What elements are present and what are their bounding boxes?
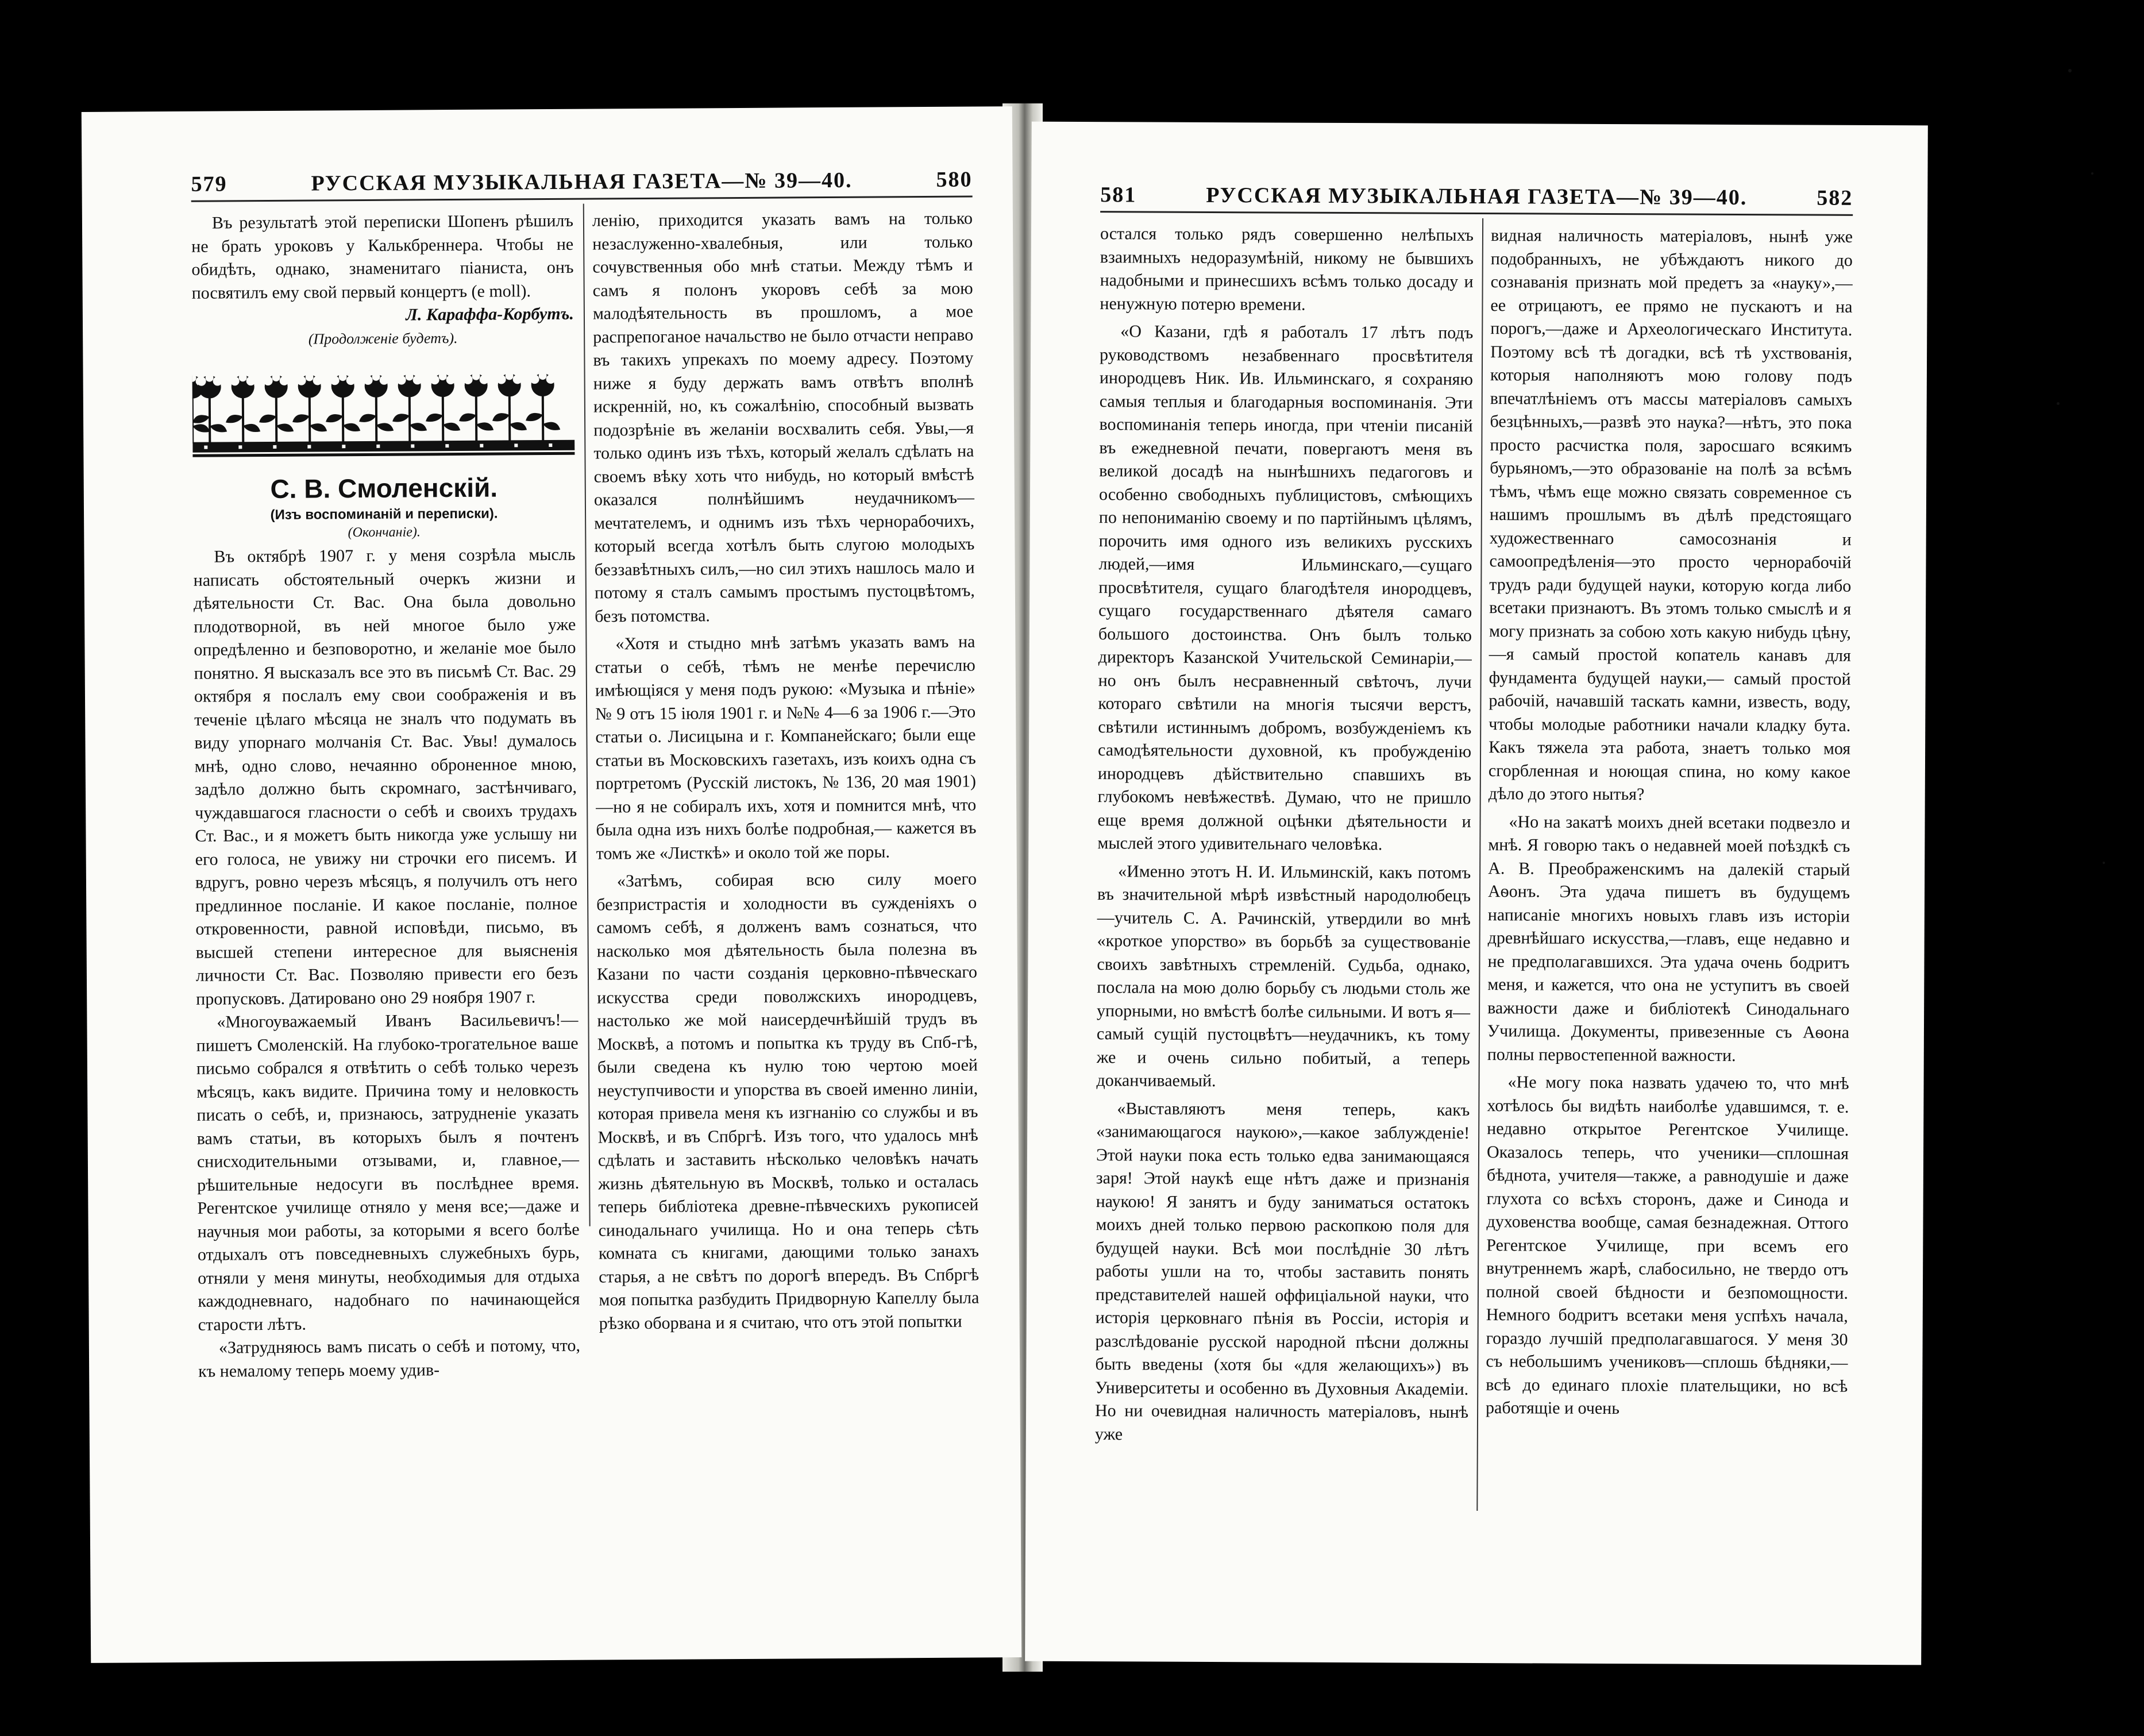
right-page-column-2 (1486, 224, 1853, 1421)
left-page-column-1 (191, 210, 580, 1383)
running-head: РУССКАЯ МУЗЫКАЛЬНАЯ ГАЗЕТА—№ 39—40. (1206, 183, 1748, 210)
right-page-header (1100, 182, 1853, 214)
column-divider (583, 204, 591, 1226)
right-page-column-1 (1095, 222, 1474, 1448)
article-paragraph: Въ октябрѣ 1907 г. у меня созрѣла мысль написать обстоятельный очеркъ жизни и дѣятельности Ст. Вас. Она была довольно плодотворной, въ ней многое было уже опредѣленно и безповоротно, и желаніе мое было понятно. Я высказалъ все это въ письмѣ Ст. Вас. 29 октября я послалъ ему свои соображенія и въ теченіе цѣлаго мѣсяца не зналъ что подумать въ виду упорнаго молчанія Ст. Вас. Увы! думалось мнѣ, одно слово, нечаянно оброненное мною, задѣло должно быть скромнаго, застѣнчиваго, чуждавшагося гласности о себѣ и своихъ трудахъ Ст. Вас., и я можетъ быть никогда уже услышу ни его голоса, не увижу ни строчки его писемъ. И вдругъ, ровно черезъ мѣсяцъ, я получилъ отъ него предлинное посланіе. И какое посланіе, полное откровенности, равной исповѣди, письмо, въ высшей степени интересное для выясненія личности Ст. Вас. Позволяю привести его безъ пропусковъ. Датировано оно 29 ноября 1907 г. (193, 545, 579, 1009)
letter-paragraph: «Именно этотъ Н. И. Ильминскій, какъ потомъ въ значительной мѣрѣ извѣстный народолюбецъ—учитель С. А. Рачинскій, утвердили во мнѣ «кроткое упорство» въ борьбѣ за существованіе своихъ завѣтныхъ стремленій. Судьба, однако, послала на мою долю борьбу съ людьми столь же упорными, но вмѣстѣ болѣе сильными. И вотъ я—самый сущій пустоцвѣтъ—неудачникъ, къ тому же и очень сильно побитый, а теперь доканчиваемый. (1096, 861, 1471, 1091)
article-subtitle: (Изъ воспоминаній и переписки). (270, 506, 498, 523)
running-head: РУССКАЯ МУЗЫКАЛЬНАЯ ГАЗЕТА—№ 39—40. (311, 168, 853, 196)
article-title: С. В. Смоленскій. (270, 472, 498, 504)
chopin-paragraph: Въ результатѣ этой переписки Шопенъ рѣшилъ не брать уроковъ у Калькбреннера. Чтобы не обидѣть, однако, знаменитаго піаниста, онъ посвятилъ ему свой первый концертъ (e moll). (191, 211, 574, 303)
letter-paragraph: остался только рядъ совершенно нелѣпыхъ взаимныхъ недоразумѣній, никому не бывшихъ надобными и принесшихъ всѣмъ только досаду и ненужную потерю времени. (1100, 224, 1474, 314)
page-number-582: 582 (1817, 186, 1853, 210)
left-page-column-2 (592, 207, 980, 1336)
continued-note: (Продолженіе будетъ). (308, 329, 458, 348)
letter-paragraph: видная наличность матеріаловъ, нынѣ уже подобранныхъ, не убѣждаютъ никого до сознаванія признать мой предетъ за «науку»,— ее отрицаютъ, ее прямо не пускаютъ и на порогъ,—даже и Археологическаго Института. Поэтому всѣ тѣ догадки, всѣ тѣ ухствованія, которыя наполняютъ мою голову подъ впечатлѣніемъ отъ массы матеріаловъ самыхъ безцѣнныхъ,—развѣ это наука?—нѣтъ, это пока просто расчистка поля, заросшаго всякимъ бурьяномъ,—это образованіе на полѣ за всѣмъ тѣмъ, чѣмъ еще можно связать современное съ нашимъ прошлымъ въ дѣлѣ предстоящаго художественнаго самосознанія и самоопредѣленія—это просто чернорабочій трудъ ради будущей науки, которую когда либо всетаки признаютъ. Въ этомъ только смыслѣ и я могу признать за собою хоть какую нибудь цѣну,—я самый простой копатель канавъ для фундамента будущей науки,— самый простой рабочій, начавшій таскать камни, известь, воду, чтобы молодые работники начали кладку бута. Какъ тяжела эта работа, знаетъ только моя сгорбленная и ноющая спина, но кому какое дѣло до этого нытья? (1488, 226, 1853, 804)
letter-paragraph: «Не могу пока назвать удачею то, что мнѣ хотѣлось бы видѣть наиболѣе удавшимся, т. е. недавно открытое Регентское Училище. Оказалось теперь, что ученики—сплошная бѣднота, учителя—также, а равнодушіе и даже глухота со всѣхъ сторонъ, даже и Синода и духовенства вообще, самая безнадежная. Оттого Регентское Училище, при всемъ его внутреннемъ жарѣ, слабосильно, не твердо отъ полной своей бѣдности и безпомощности. Немного бодритъ всетаки меня успѣхъ начала, гораздо лучшій предполагавшагося. У меня 30 съ небольшимъ учениковъ—сплошь бѣдняки,—всѣ до единаго плохіе плательщики, но всѣ работящіе и очень (1486, 1073, 1849, 1418)
letter-paragraph: «Хотя и стыдно мнѣ затѣмъ указать вамъ на статьи о себѣ, тѣмъ не менѣе перечислю имѣющіяся у меня подъ рукою: «Музыка и пѣніе» № 9 отъ 15 іюля 1901 г. и №№ 4—6 за 1906 г.—Это статьи о. Лисицына и г. Компанейскаго; были еще статьи въ Московскихъ газетахъ, изъ коихъ одна съ портретомъ (Русскій листокъ, № 136, 20 мая 1901)—но я не собиралъ ихъ, хотя и помнится мнѣ, что была одна изъ нихъ болѣе подробная,— кажется въ томъ же «Листкѣ» и около той же поры. (595, 632, 977, 863)
page-number-581: 581 (1100, 183, 1137, 207)
article-status: (Окончаніе). (348, 524, 421, 541)
page-number-580: 580 (936, 167, 973, 192)
author-signature: Л. Караффа-Корбутъ. (406, 304, 574, 325)
letter-paragraph: «Многоуважаемый Иванъ Васильевичъ!— пишетъ Смоленскій. На глубоко-трогательное ваше письмо собрался я отвѣтить о себѣ только черезъ мѣсяцъ, какъ видите. Причина тому и неловкость писать о себѣ, и, признаюсь, затрудненіе указать вамъ статьи, въ которыхъ былъ я почтенъ снисходительными отзывами, и, главное,—рѣшительные недосуги въ послѣднее время. Регентское училище отняло у меня все;—даже и научныя мои работы, за которыми я всего болѣе отдыхалъ отъ повседневныхъ служебныхъ бурь, отняли у меня минуты, необходимыя для отдыха каждодневнаго, надобнаго по начинающейся старости лѣтъ. (196, 1010, 580, 1334)
column-divider (1476, 218, 1483, 1511)
letter-paragraph: «Затрудняюсь вамъ писать о себѣ и потому, что, къ немалому теперь моему удив- (198, 1336, 581, 1381)
letter-paragraph: «Затѣмъ, собирая всю силу моего безпристрастія и холодности въ сужденіяхъ о самомъ себѣ, я долженъ вамъ сознаться, что насколько моя дѣятельность была полезна въ Казани по части созданія церковно-пѣвческаго искусства среди поволжскихъ инородцевъ, настолько же мой наисердечнѣйшій трудъ въ Москвѣ, а потомъ и попытка къ труду въ Спб-гѣ, были сведена къ нулю тою чертою моей неуступчивости и упорства въ своей именно линіи, которая привела меня къ изгнанію со службы и въ Москвѣ, и въ Спбргѣ. Изъ того, что удалось мнѣ сдѣлать и заставить нѣсколько человѣкъ начать жизнь дѣятельную въ Москвѣ, только и осталась теперь библіотека древне-пѣвческихъ рукописей синодальнаго училища. Но и она теперь сѣть комната съ книгами, дающими только занахъ старья, а не свѣтъ по дорогѣ впередъ. Въ Спбргѣ моя попытка разбудить Придворную Капеллу была рѣзко оборвана и я считаю, что отъ этой попытки (596, 869, 980, 1333)
letter-paragraph: «Но на закатѣ моихъ дней всетаки подвезло и мнѣ. Я говорю такъ о недавней моей поѣздкѣ съ А. В. Преображенскимъ на далекій старый Аѳонъ. Эта удача пишетъ въ будущемъ написаніе многихъ новыхъ главъ изъ исторіи древнѣйшаго искусства,—главъ, еще недавно и не предполагавшихся. Эта удача очень бодритъ меня, и кажется, что она не уступитъ въ своей важности даже и библіотекѣ Синодальнаго Училища. Документы, привезенные съ Аѳона полны первостепенной важности. (1487, 812, 1850, 1065)
left-page-header (191, 167, 972, 200)
letter-paragraph: «О Казани, гдѣ я работалъ 17 лѣтъ подъ руководствомъ незабвеннаго просвѣтителя инородцевъ Ник. Ив. Ильминскаго, я сохраняю самыя теплыя и благодарныя воспоминанія. Эти воспоминанія теперь иногда, при чтеніи писаній въ ежедневной печати, повергаютъ меня въ великой досадѣ на нынѣшнихъ педагоговъ и особенно свободныхъ публицистовъ, смѣющихъ по непониманію своему и по партійнымъ цѣлямъ, порочить имя одного изъ великихъ русскихъ людей,—имя Ильминскаго,—сущаго просвѣтителя, сущаго благодѣтеля инородцевъ, сущаго государственнаго дѣятеля самаго большого достоинства. Онъ былъ только директоръ Казанской Учительской Семинаріи,—но онъ былъ несравненный свѣточъ, лучи котораго свѣтили на многія тысячи верстъ, свѣтили истиннымъ добромъ, возбужденіемъ къ самодѣятельности духовной, къ пробужденію инородцевъ дѣйствительно спавшихъ въ глубокомъ невѣжествѣ. Думаю, что не пришло еще время должной оцѣнки дѣятельности и мыслей этого удивительнаго человѣка. (1097, 322, 1474, 854)
right-page (1025, 122, 1928, 1665)
left-page (82, 106, 1021, 1663)
flower-frieze-icon (192, 369, 575, 457)
letter-paragraph: ленію, приходится указать вамъ на только незаслуженно-хвалебныя, или только сочувственныя обо мнѣ статьи. Между тѣмъ и самъ я полонъ укоровъ себѣ за мою малодѣятельность въ прошломъ, а мое распрепоганое начальство не было отчасти неправо въ такихъ упрекахъ по моему адресу. Поэтому ниже я буду держать вамъ отвѣтъ вполнѣ искренній, но, къ сожалѣнію, способный вызвать подозрѣніе въ желаніи восхвалить себя. Увы,—я только одинъ изъ тѣхъ, который желалъ сдѣлать на своемъ вѣку хоть что нибудь, но который вмѣстѣ оказался полнѣйшимъ неудачникомъ—мечтателемъ, и однимъ изъ тѣхъ чернорабочихъ, который всегда хотѣлъ быть слугою молодыхъ беззавѣтныхъ силъ,—но сил этихъ нашлось мало и потому я сталъ самымъ простымъ пустоцвѣтомъ, безъ потомства. (592, 209, 975, 626)
letter-paragraph: «Выставляютъ меня теперь, какъ «занимающагося наукою»,—какое заблужденіе! Этой науки пока есть только едва занимающаяся заря! Этой наукѣ еще нѣтъ даже и признанія наукою! Я занятъ и буду заниматься остатокъ моихъ дней только первою раскопкою поля для будущей науки. Всѣ мои послѣдніе 30 лѣтъ работы ушли на то, чтобы заставить понять представителей нашей оффиціальной науки, что исторія церковнаго пѣнія въ Россіи, исторія и разслѣдованіе русской народной пѣсни должны быть введены (хотя бы «для желающихъ») въ Университеты и особенно въ Духовныя Академіи. Но ни очевидная наличность матеріаловъ, нынѣ уже (1094, 1098, 1470, 1444)
page-number-579: 579 (191, 172, 227, 196)
